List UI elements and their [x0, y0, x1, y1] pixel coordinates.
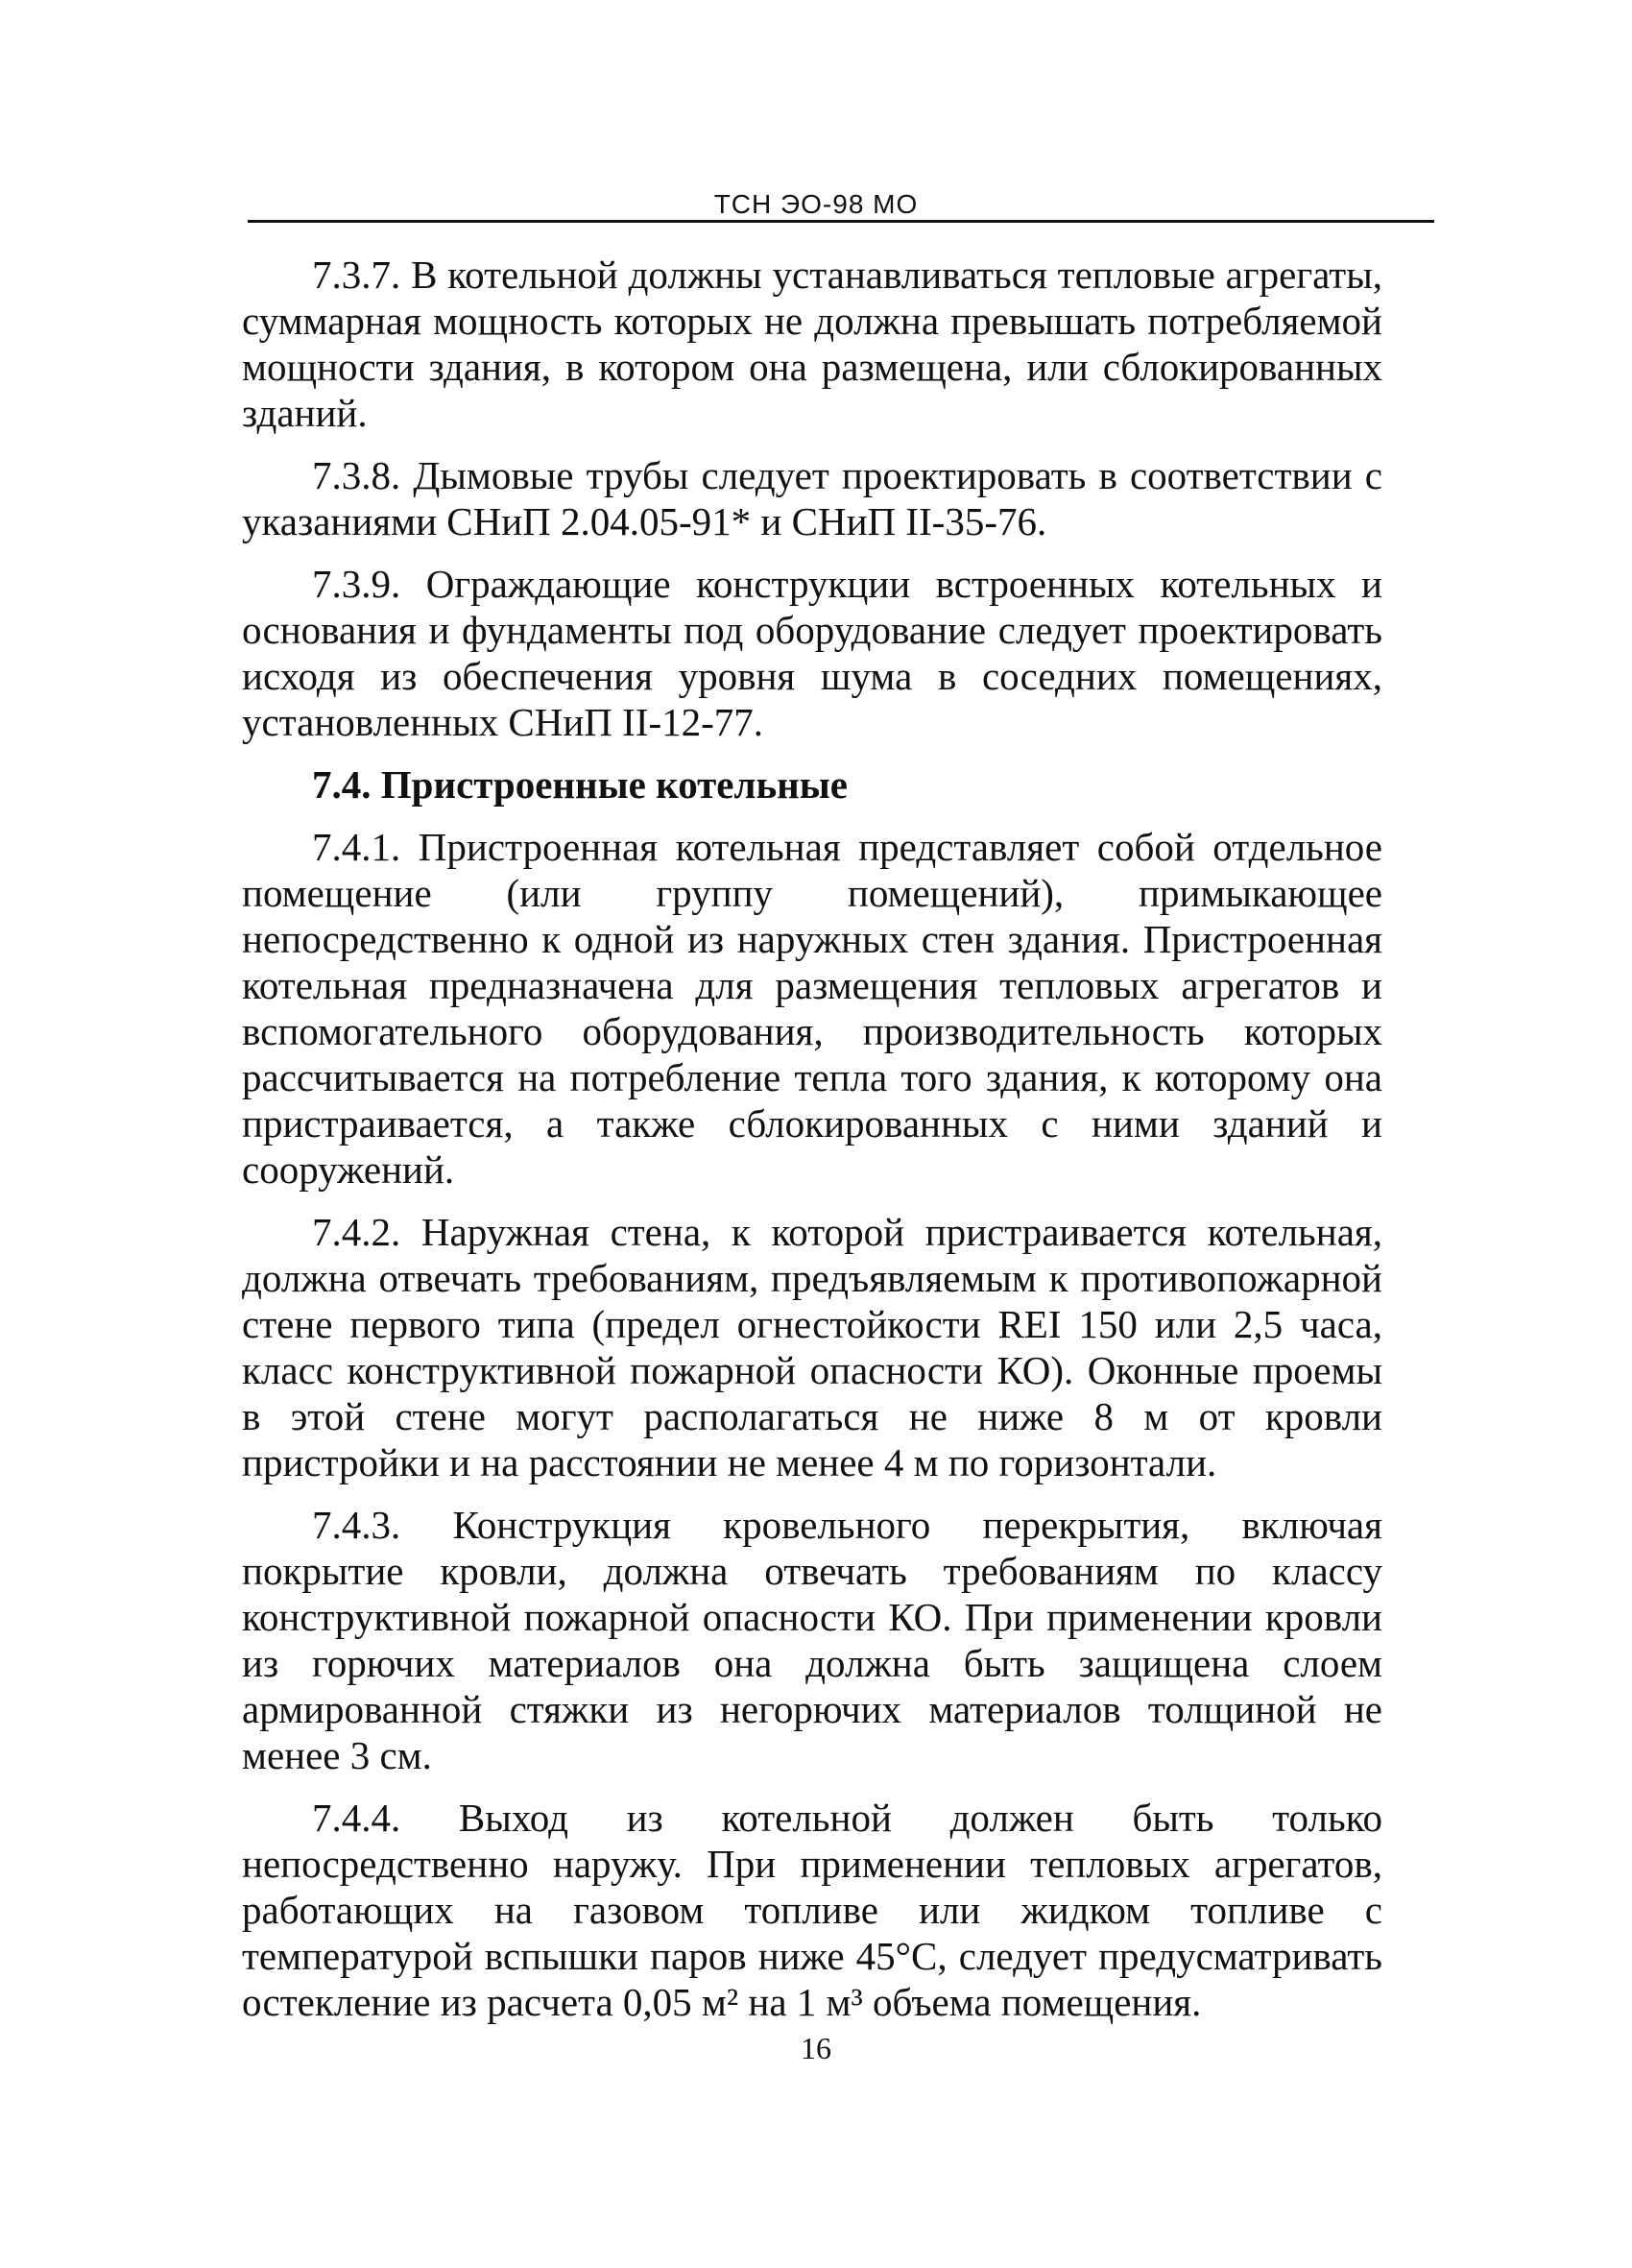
running-header-title: ТСН ЭО-98 МО: [713, 189, 919, 219]
paragraph-7-4-2: 7.4.2. Наружная стена, к которой пристраивается котельная, должна отвечать требованиям, предъявляемым к противопожарной стене первого типа (предел огнестойкости REI 150 или 2,5 часа, класс конструктивной пожарной опасности КО). Оконные проемы в этой стене могут располагаться не ниже 8 м от кровли пристройки и на расстоянии не менее 4 м по горизонтали.: [242, 1210, 1382, 1484]
paragraph-7-3-7: 7.3.7. В котельной должны устанавливаться тепловые агрегаты, суммарная мощность которых не должна превышать потребляемой мощности здания, в котором она размещена, или сблокированных зданий.: [242, 253, 1382, 435]
paragraph-7-4-4: 7.4.4. Выход из котельной должен быть только непосредственно наружу. При применении тепловых агрегатов, работающих на газовом топливе или жидком топливе с температурой вспышки паров ниже 45°С, следует предусматривать остекление из расчета 0,05 м² на 1 м³ объема помещения.: [242, 1796, 1382, 2024]
paragraph-7-4-3: 7.4.3. Конструкция кровельного перекрытия, включая покрытие кровли, должна отвечать требованиям по классу конструктивной пожарной опасности КО. При применении кровли из горючих материалов она должна быть защищена слоем армированной стяжки из негорючих материалов толщиной не менее 3 см.: [242, 1503, 1382, 1777]
document-body: [242, 252, 1382, 2041]
header-divider: [248, 220, 1434, 223]
page-number: 16: [801, 2031, 831, 2065]
paragraph-7-3-8: 7.3.8. Дымовые трубы следует проектировать в соответствии с указаниями СНиП 2.04.05-91* и СНиП II-35-76.: [242, 453, 1382, 543]
paragraph-7-3-9: 7.3.9. Ограждающие конструкции встроенных котельных и основания и фундаменты под оборудование следует проектировать исходя из обеспечения уровня шума в соседних помещениях, установленных СНиП II-12-77.: [242, 562, 1382, 744]
section-heading-7-4: 7.4. Пристроенные котельные: [312, 762, 849, 807]
paragraph-7-4-1: 7.4.1. Пристроенная котельная представляет собой отдельное помещение (или группу помещений), примыкающее непосредственно к одной из наружных стен здания. Пристроенная котельная предназначена для размещения тепловых агрегатов и вспомогательного оборудования, производительность которых рассчитывается на потребление тепла того здания, к которому она пристраивается, а также сблокированных с ними зданий и сооружений.: [242, 825, 1382, 1192]
